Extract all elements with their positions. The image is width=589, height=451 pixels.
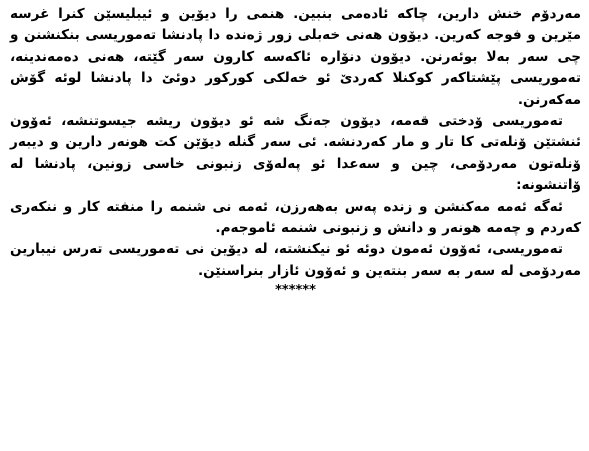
paragraph-2: تەموریسی ۆدختی قەمە، دیۆون جەنگ شە ئو دیۆون ریشە جیسوتنشە، ئەۆون ئنشتێن ۆنلەتی کا تار و مار کەردنشە. ئی سەر گنلە دیۆێن کت هونەر دارین و دیبەر ۆنلەتون مەردۆمی، چین و سەعدا ئو پەلەۆی زنبونی خاسی زونین، پادنشا لە ۆاتنشونە: <box>10 113 581 194</box>
paragraph-4: تەموریسی، ئەۆون ئەمون دوئە ئو نیکنشتە، لە دیۆین نی تەموریسی تەرس نیبارین مەردۆمی لە سەر بە سەر بنتەین و ئەۆون ئازار بنراسنێن. <box>10 241 581 279</box>
paragraph-1: مەردۆم خنش دارین، چاکە ئادەمی بنبین. هنمی را دیۆین و ئیبلیسێن کنرا غرسە مێرین و فوجە کەرین. دیۆون هەنی خەبلی زور ژەندە دا پادنشا تەموریسی بنکنشنن و چی سەر بەلا بوئەرنن. دیۆون دنۆارە ئاکەسە کارون سەر گێتە، هەنی دەمەندینە، تەموریسی پێشتاکەر کوکنلا کەردێ ئو خەلکی کورکور دوئێ دا پادنشا لوئە گۆش مەکەرنن. <box>10 6 581 108</box>
paragraph-3: ئەگە ئەمە مەکنشن و زندە پەس بەهەرزن، ئەمە نی شنمە را منفتە کار و ننکەری کەردم و چەمە هونەر و دانش و زنبونی شنمە ئاموجەم. <box>10 198 581 237</box>
section-separator: ****** <box>275 283 316 299</box>
